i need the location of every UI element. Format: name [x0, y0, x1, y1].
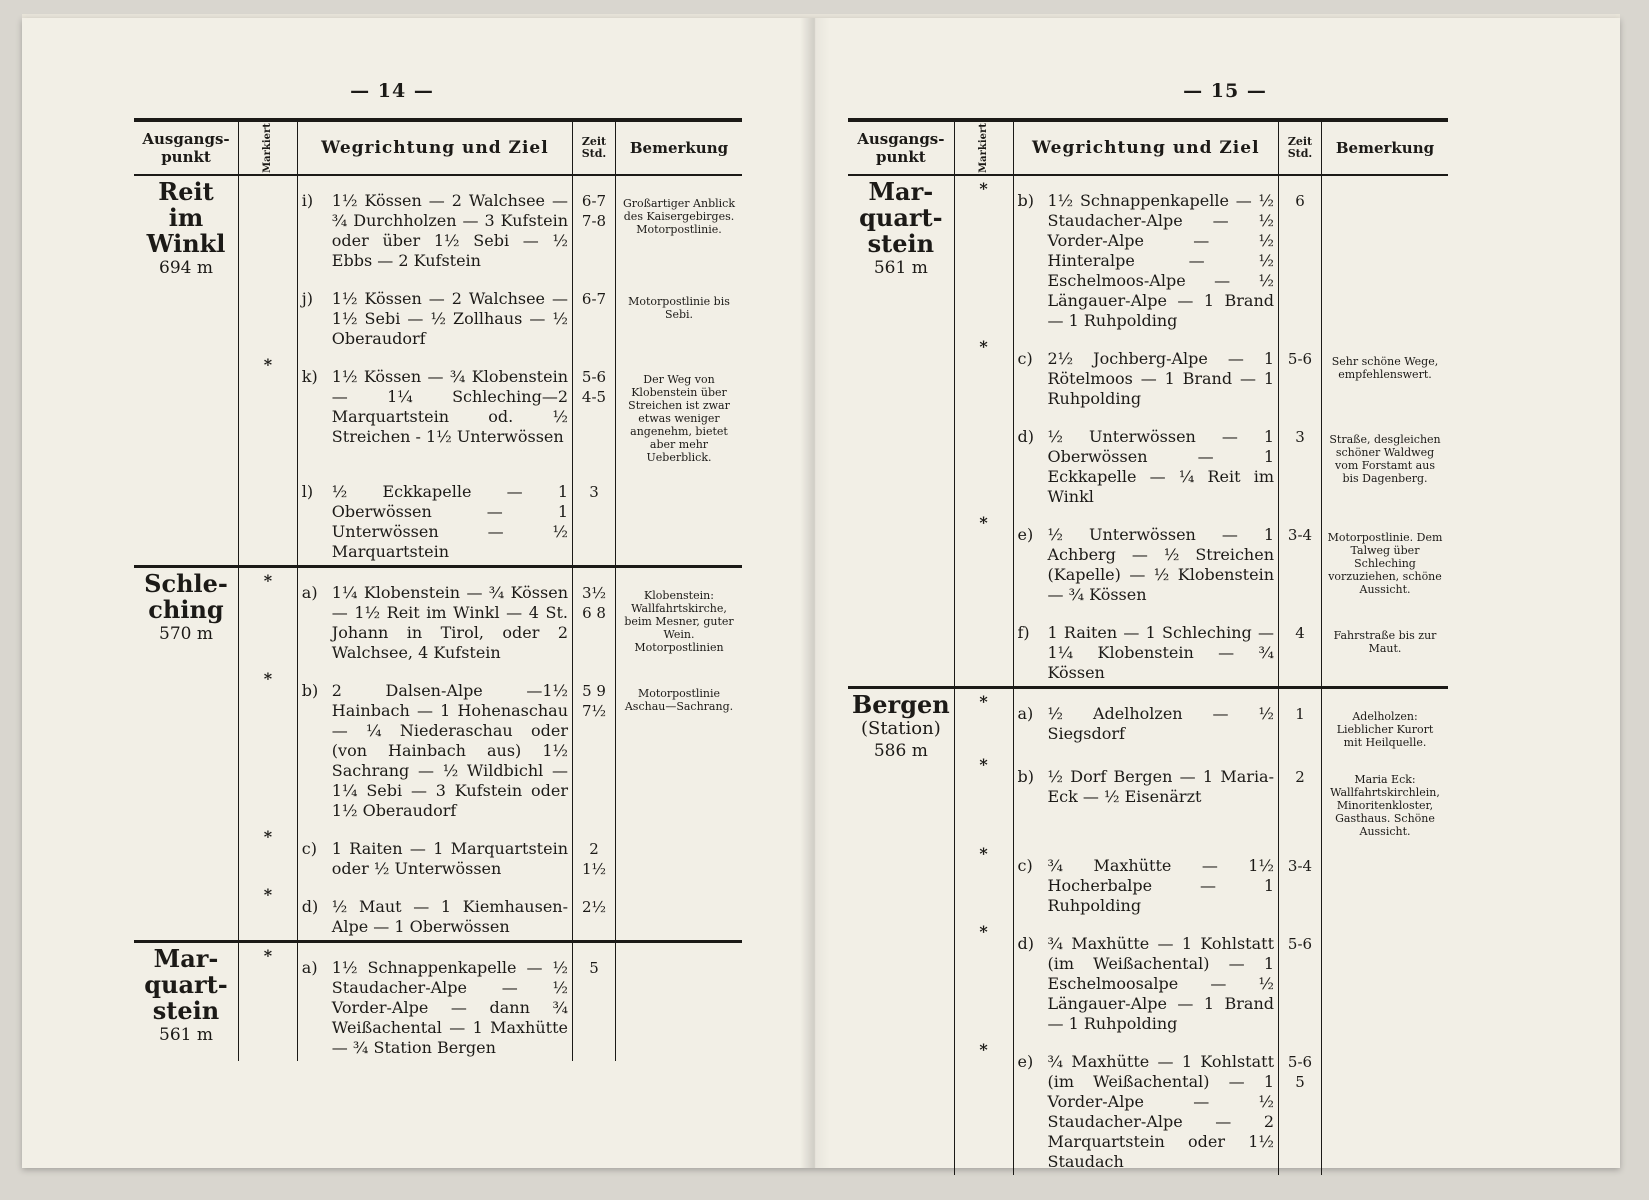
page-number: — 14 —	[350, 80, 434, 102]
elevation: 586 m	[873, 741, 928, 761]
route-time: 5-6	[1279, 334, 1322, 412]
starting-point	[134, 942, 239, 1062]
marked-flag: *	[954, 510, 1013, 608]
marked-flag: *	[954, 919, 1013, 1037]
marked-flag: *	[239, 882, 298, 942]
route-time: 3	[1279, 412, 1322, 510]
marked-flag	[954, 412, 1013, 510]
route-entry: a) ½ Adelholzen — ½ Siegsdorf	[1013, 688, 1279, 753]
route-entry: f) 1 Raiten — 1 Schleching — 1¼ Klobenstein — ¾ Kössen	[1013, 608, 1279, 688]
route-entry: j) 1½ Kössen — 2 Walchsee — 1½ Sebi — ½ Zollhaus — ½ Oberaudorf	[297, 274, 572, 352]
header-zeit: Zeit Std.	[573, 120, 616, 175]
place-name: Reit im Winkl	[146, 177, 226, 258]
route-time: 5-6 4-5	[573, 352, 616, 467]
route-entry: k) 1½ Kössen — ¾ Klobenstein — 1¼ Schleching—2 Marquartstein od. ½ Streichen - 1½ Unterwössen	[297, 352, 572, 467]
route-time: 5 9 7½	[573, 666, 616, 824]
marked-flag: *	[954, 688, 1013, 753]
header-ausgangspunkt: Ausgangs-punkt	[134, 120, 239, 175]
route-entry: e) ¾ Maxhütte — 1 Kohlstatt (im Weißachental) — 1 Vorder-Alpe — ½ Staudacher-Alpe — 2 Marquartstein oder 1½ Staudach	[1013, 1037, 1279, 1175]
header-zeit: Zeit Std.	[1279, 120, 1322, 175]
marked-flag: *	[239, 352, 298, 467]
marked-flag	[954, 608, 1013, 688]
header-markiert: Markiert	[954, 120, 1013, 175]
route-note	[616, 942, 743, 1062]
route-time: 6	[1279, 175, 1322, 334]
route-entry: l) ½ Eckkapelle — 1 Oberwössen — 1 Unterwössen — ½ Marquartstein	[297, 467, 572, 567]
header-ausgangspunkt: Ausgangs-punkt	[848, 120, 954, 175]
route-time: 5-6 5	[1279, 1037, 1322, 1175]
place-name: Bergen	[852, 690, 950, 719]
route-time: 4	[1279, 608, 1322, 688]
route-note: Adelholzen: Lieblicher Kurort mit Heilquelle.	[1322, 688, 1449, 753]
routes-table	[134, 118, 742, 1061]
marked-flag: *	[954, 334, 1013, 412]
route-note: Fahrstraße bis zur Maut.	[1322, 608, 1449, 688]
starting-point	[134, 175, 239, 567]
group-schleching	[134, 567, 742, 942]
route-entry: b) 1½ Schnappenkapelle — ½ Staudacher-Alpe — ½ Vorder-Alpe — ½ Hinteralpe — ½ Eschelmoos-Alpe — ½ Längauer-Alpe — 1 Brand — 1 Ruhpolding	[1013, 175, 1279, 334]
group-marquartstein	[848, 175, 1448, 688]
marked-flag	[239, 175, 298, 274]
route-time: 6-7 7-8	[573, 175, 616, 274]
marked-flag: *	[239, 942, 298, 1062]
route-entry: a) 1¼ Klobenstein — ¾ Kössen — 1½ Reit im Winkl — 4 St. Johann in Tirol, oder 2 Walchsee, 4 Kufstein	[297, 567, 572, 667]
marked-flag	[239, 467, 298, 567]
starting-point	[848, 175, 954, 688]
header-wegrichtung: Wegrichtung und Ziel	[1013, 120, 1279, 175]
route-note	[1322, 175, 1449, 334]
route-note: Der Weg von Klobenstein über Streichen ist zwar etwas weniger angenehm, bietet aber mehr Ueberblick.	[616, 352, 743, 467]
route-entry: b) 2 Dalsen-Alpe —1½ Hainbach — 1 Hohenaschau — ¼ Niederaschau oder (von Hainbach aus) 1½ Sachrang — ½ Wildbichl — 1¼ Sebi — 3 Kufstein oder 1½ Oberaudorf	[297, 666, 572, 824]
route-entry: c) 1 Raiten — 1 Marquartstein oder ½ Unterwössen	[297, 824, 572, 882]
marked-flag: *	[239, 567, 298, 667]
route-note: Straße, desgleichen schöner Waldweg vom Forstamt aus bis Dagenberg.	[1322, 412, 1449, 510]
route-note	[616, 882, 743, 942]
elevation: 570 m	[159, 624, 213, 644]
marked-flag	[239, 274, 298, 352]
elevation: 694 m	[159, 258, 213, 278]
route-note: Großartiger Anblick des Kaisergebirges. Motorpostlinie.	[616, 175, 743, 274]
place-name: Mar-quart-stein	[144, 944, 228, 1025]
place-subtitle: (Station)	[860, 718, 941, 739]
route-note	[1322, 919, 1449, 1037]
group-bergen	[848, 688, 1448, 1176]
starting-point	[134, 567, 239, 942]
page-left	[22, 18, 812, 1168]
group-marquartstein	[134, 942, 742, 1062]
marked-flag: *	[954, 1037, 1013, 1175]
route-entry: i) 1½ Kössen — 2 Walchsee — ¾ Durchholzen — 3 Kufstein oder über 1½ Sebi — ½ Ebbs — 2 Kufstein	[297, 175, 572, 274]
starting-point	[848, 688, 954, 1176]
route-entry: d) ¾ Maxhütte — 1 Kohlstatt (im Weißachental) — 1 Eschelmoosalpe — ½ Längauer-Alpe — 1 Brand — 1 Ruhpolding	[1013, 919, 1279, 1037]
route-entry: e) ½ Unterwössen — 1 Achberg — ½ Streichen (Kapelle) — ½ Klobenstein — ¾ Kössen	[1013, 510, 1279, 608]
route-entry: d) ½ Maut — 1 Kiemhausen-Alpe — 1 Oberwössen	[297, 882, 572, 942]
route-note: Sehr schöne Wege, empfehlenswert.	[1322, 334, 1449, 412]
header-markiert: Markiert	[239, 120, 298, 175]
page-right	[830, 18, 1620, 1171]
route-time: 2½	[573, 882, 616, 942]
place-name: Schle-ching	[144, 569, 228, 624]
route-entry: c) 2½ Jochberg-Alpe — 1 Rötelmoos — 1 Brand — 1 Ruhpolding	[1013, 334, 1279, 412]
elevation: 561 m	[873, 258, 928, 278]
marked-flag: *	[239, 666, 298, 824]
route-time: 3	[573, 467, 616, 567]
route-time: 2	[1279, 752, 1322, 841]
place-name: Mar-quart-stein	[859, 177, 943, 258]
route-time: 5	[573, 942, 616, 1062]
route-time: 6-7	[573, 274, 616, 352]
route-time: 5-6	[1279, 919, 1322, 1037]
route-time: 2 1½	[573, 824, 616, 882]
group-reit-im-winkl	[134, 175, 742, 567]
route-entry: b) ½ Dorf Bergen — 1 Maria-Eck — ½ Eisenärzt	[1013, 752, 1279, 841]
route-note: Motorpostlinie. Dem Talweg über Schleching vorzuziehen, schöne Aussicht.	[1322, 510, 1449, 608]
marked-flag: *	[239, 824, 298, 882]
marked-flag: *	[954, 175, 1013, 334]
elevation: 561 m	[159, 1025, 213, 1045]
route-note: Motorpostlinie bis Sebi.	[616, 274, 743, 352]
route-note	[616, 467, 743, 567]
route-time: 3-4	[1279, 510, 1322, 608]
route-note: Motorpostlinie Aschau—Sachrang.	[616, 666, 743, 824]
marked-flag: *	[954, 841, 1013, 919]
route-note	[616, 824, 743, 882]
marked-flag: *	[954, 752, 1013, 841]
route-note	[1322, 1037, 1449, 1175]
header-wegrichtung: Wegrichtung und Ziel	[297, 120, 572, 175]
route-entry: c) ¾ Maxhütte — 1½ Hocherbalpe — 1 Ruhpolding	[1013, 841, 1279, 919]
route-time: 3-4	[1279, 841, 1322, 919]
route-note: Klobenstein: Wallfahrtskirche, beim Mesner, guter Wein. Motorpostlinien	[616, 567, 743, 667]
header-bemerkung: Bemerkung	[1322, 120, 1449, 175]
route-time: 3½ 6 8	[573, 567, 616, 667]
route-time: 1	[1279, 688, 1322, 753]
route-entry: d) ½ Unterwössen — 1 Oberwössen — 1 Eckkapelle — ¼ Reit im Winkl	[1013, 412, 1279, 510]
page-number: — 15 —	[1183, 80, 1267, 102]
route-note: Maria Eck: Wallfahrtskirchlein, Minoritenkloster, Gasthaus. Schöne Aussicht.	[1322, 752, 1449, 841]
routes-table	[848, 118, 1448, 1175]
route-entry: a) 1½ Schnappenkapelle — ½ Staudacher-Alpe — ½ Vorder-Alpe — dann ¾ Weißachental — 1 Maxhütte — ¾ Station Bergen	[297, 942, 572, 1062]
header-bemerkung: Bemerkung	[616, 120, 743, 175]
route-note	[1322, 841, 1449, 919]
